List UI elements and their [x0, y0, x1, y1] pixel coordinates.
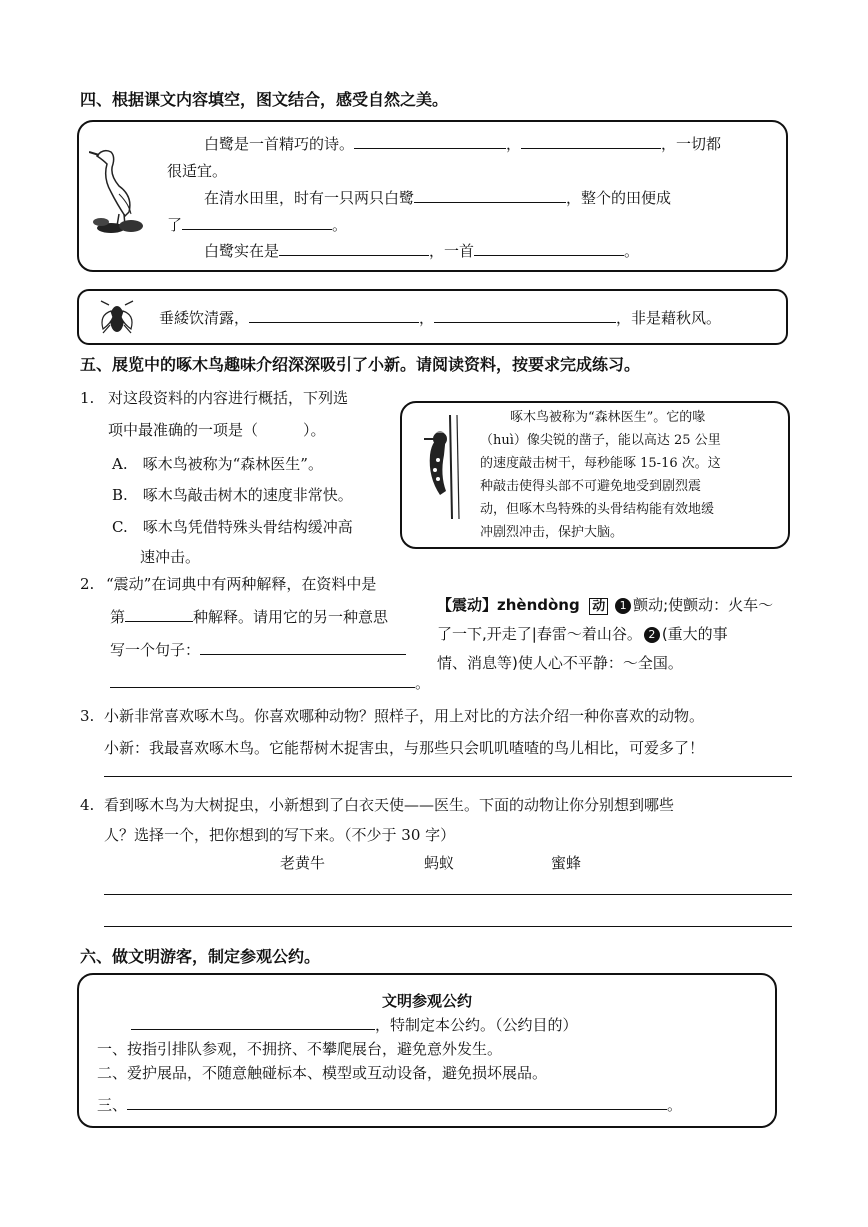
- blank-6[interactable]: [474, 239, 624, 256]
- section6-heading: 六、做文明游客，制定参观公约。: [80, 947, 321, 966]
- egret-line-1b: 很适宜。: [167, 162, 228, 180]
- q2-sentence-line-2[interactable]: [110, 671, 415, 688]
- blank-3[interactable]: [414, 186, 566, 203]
- egret-icon: [89, 134, 149, 234]
- woodpecker-icon: [410, 415, 464, 519]
- blank-5[interactable]: [279, 239, 429, 256]
- egret-line-2: 在清水田里，时有一只两只白鹭 ，整个的田便成: [204, 186, 671, 210]
- convention-rule-1: 一、按指引排队参观，不拥挤、不攀爬展台，避免意外发生。: [97, 1040, 503, 1058]
- info-line-1: 啄木鸟被称为“森林医生”。它的喙: [510, 410, 706, 425]
- convention-rule-2: 二、爱护展品，不随意触碰标本、模型或互动设备，避免损坏展品。: [97, 1064, 548, 1082]
- section5-heading: 五、展览中的啄木鸟趣味介绍深深吸引了小新。请阅读资料，按要求完成练习。: [80, 355, 641, 374]
- q2-number: 2.: [80, 575, 95, 593]
- q4-option-ant[interactable]: 蚂蚁: [424, 854, 455, 872]
- q4-answer-line-2[interactable]: [104, 926, 792, 927]
- q4-number: 4.: [80, 796, 95, 814]
- rule-3-blank[interactable]: [127, 1093, 667, 1110]
- blank-2[interactable]: [521, 132, 661, 149]
- q2-line-2: 。: [110, 671, 430, 695]
- section4-heading: 四、根据课文内容填空，图文结合，感受自然之美。: [80, 90, 449, 109]
- dictionary-entry-line-1: 【震动】zhèndòng 动 1 颤动;使颤动：火车～: [437, 596, 774, 614]
- convention-box: [77, 973, 777, 1128]
- q2-sentence-line-1[interactable]: [200, 638, 406, 655]
- q2-blank-number[interactable]: [125, 605, 193, 622]
- egret-line-2b: 了 。: [167, 213, 347, 237]
- blank-1[interactable]: [354, 132, 506, 149]
- sense-1-marker: 1: [615, 598, 631, 614]
- sense-2-marker: 2: [644, 627, 660, 643]
- q2-stem-3: 写一个句子：: [110, 638, 406, 662]
- q1-option-c[interactable]: C. 啄木鸟凭借特殊头骨结构缓冲高: [112, 518, 353, 536]
- q1-option-b[interactable]: B. 啄木鸟敲击树木的速度非常快。: [112, 486, 353, 504]
- q1-option-a[interactable]: A. 啄木鸟被称为“森林医生”。: [112, 455, 323, 473]
- convention-title: 文明参观公约: [381, 992, 472, 1010]
- egret-box: [77, 120, 788, 272]
- q1-number: 1.: [80, 389, 95, 407]
- purpose-blank[interactable]: [131, 1013, 375, 1030]
- blank-7[interactable]: [249, 306, 419, 323]
- dictionary-entry-line-3: 情、消息等)使人心不平静：～全国。: [437, 654, 683, 672]
- info-line-4: 种敲击使得头部不可避免地受到剧烈震: [480, 479, 702, 494]
- info-line-2: （huì）像尖锐的凿子，能以高达 25 公里: [480, 433, 721, 448]
- q4-answer-line-1[interactable]: [104, 894, 792, 895]
- q3-example: 小新：我最喜欢啄木鸟。它能帮树木捉害虫，与那些只会叽叽喳喳的鸟儿相比，可爱多了！: [104, 739, 705, 757]
- blank-4[interactable]: [182, 213, 332, 230]
- info-line-6: 冲剧烈冲击，保护大脑。: [480, 525, 624, 540]
- egret-line-3: 白鹭实在是 ，一首 。: [204, 239, 639, 263]
- q3-answer-line[interactable]: [104, 776, 792, 777]
- cicada-icon: [97, 299, 137, 337]
- pos-tag: 动: [589, 598, 608, 615]
- q3-stem: 小新非常喜欢啄木鸟。你喜欢哪种动物？照样子，用上对比的方法介绍一种你喜欢的动物。: [104, 707, 705, 725]
- blank-8[interactable]: [434, 306, 616, 323]
- q1-stem-1: 对这段资料的内容进行概括，下列选: [108, 389, 349, 407]
- q3-number: 3.: [80, 707, 95, 725]
- q4-stem-1: 看到啄木鸟为大树捉虫，小新想到了白衣天使——医生。下面的动物让你分别想到哪些: [104, 796, 675, 814]
- q4-option-ox[interactable]: 老黄牛: [280, 854, 326, 872]
- q1-stem-2: 项中最准确的一项是（ ）。: [108, 421, 326, 439]
- cicada-box: [77, 289, 788, 345]
- q4-option-bee[interactable]: 蜜蜂: [551, 854, 582, 872]
- poem-line: 垂緌饮清露， ， ，非是藉秋风。: [159, 306, 721, 330]
- convention-rule-3: 三、 。: [97, 1093, 682, 1117]
- woodpecker-info-box: [400, 401, 790, 549]
- q1-option-c-cont: 速冲击。: [140, 548, 201, 566]
- dictionary-entry-line-2: 了一下,开走了|春雷～着山谷。 2 (重大的事: [437, 625, 728, 643]
- info-line-5: 动，但啄木鸟特殊的头骨结构能有效地缓: [480, 502, 715, 517]
- info-line-3: 的速度敲击树干，每秒能啄 15-16 次。这: [480, 456, 721, 471]
- q2-stem-1: “震动”在词典中有两种解释，在资料中是: [106, 575, 377, 593]
- egret-line-1: 白鹭是一首精巧的诗。 ， ，一切都: [204, 132, 721, 156]
- convention-purpose-line: ，特制定本公约。（公约目的）: [131, 1013, 578, 1037]
- q2-stem-2: 第 种解释。请用它的另一种意思: [110, 605, 388, 629]
- q4-stem-2: 人？选择一个，把你想到的写下来。（不少于 30 字）: [104, 826, 456, 844]
